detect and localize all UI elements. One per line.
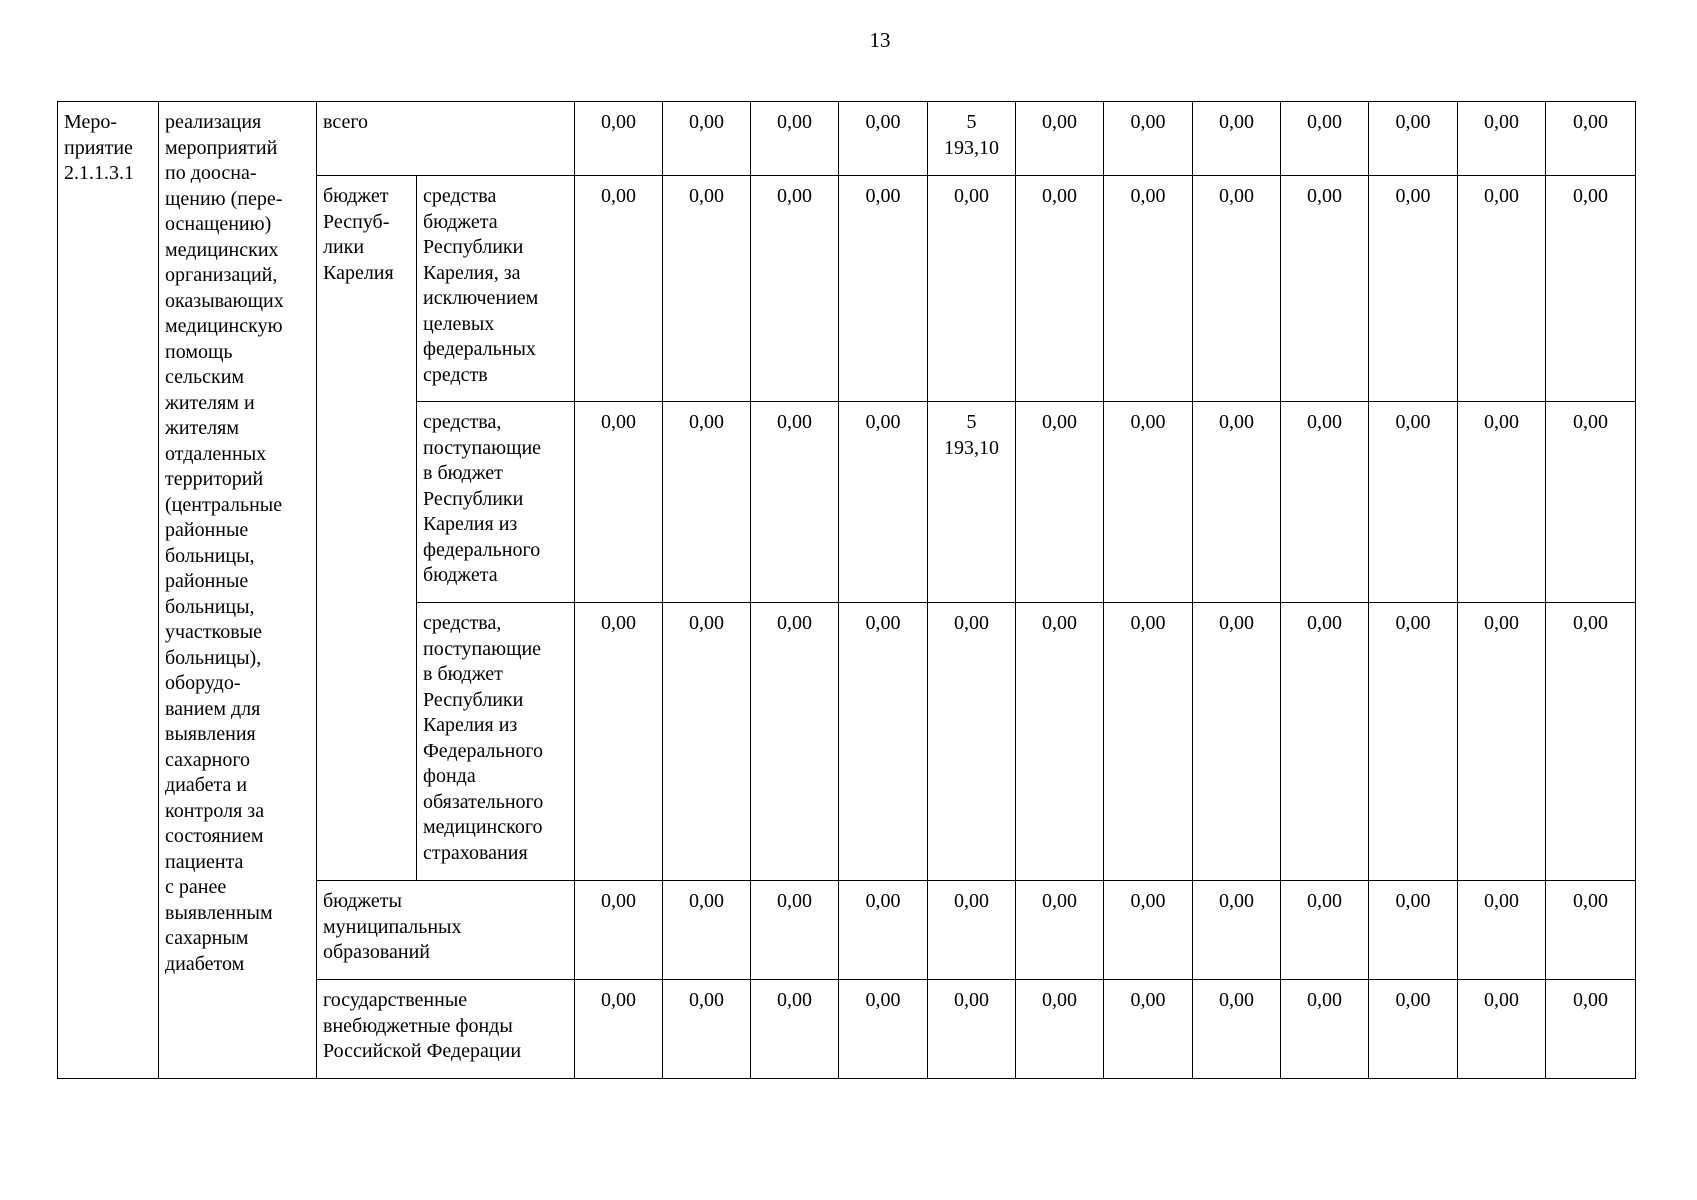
funding-table [57,101,1636,1079]
value-cell: 0,00 [839,402,928,603]
value-cell: 0,00 [575,980,663,1079]
value-cell: 5 193,10 [928,402,1016,603]
value-cell: 0,00 [663,603,751,881]
value-cell: 0,00 [1104,102,1193,176]
value-cell: 0,00 [839,176,928,402]
value-cell: 0,00 [1458,402,1546,603]
value-cell: 0,00 [1281,881,1369,980]
value-cell: 0,00 [1193,980,1281,1079]
value-cell: 0,00 [1193,176,1281,402]
measure-code: Меро- приятие 2.1.1.3.1 [58,102,159,1079]
value-cell: 0,00 [1369,176,1458,402]
value-cell: 0,00 [575,176,663,402]
value-cell: 0,00 [1104,980,1193,1079]
value-cell: 0,00 [663,102,751,176]
value-cell: 0,00 [663,176,751,402]
value-cell: 0,00 [663,402,751,603]
value-cell: 0,00 [1369,980,1458,1079]
value-cell: 0,00 [663,881,751,980]
value-cell: 0,00 [1546,402,1636,603]
value-cell: 0,00 [1546,176,1636,402]
value-cell: 0,00 [1546,980,1636,1079]
value-cell: 0,00 [575,102,663,176]
value-cell: 0,00 [575,881,663,980]
value-cell: 0,00 [575,603,663,881]
value-cell: 0,00 [1458,881,1546,980]
source-label: бюджеты муниципальных образований [317,881,575,980]
source-label: средства бюджета Республики Карелия, за исключением целевых федеральных средств [417,176,575,402]
source-label: средства, поступающие в бюджет Республики Карелия из федерального бюджета [417,402,575,603]
value-cell: 0,00 [928,603,1016,881]
value-cell: 0,00 [1016,881,1104,980]
value-cell: 0,00 [751,603,839,881]
value-cell: 0,00 [1016,603,1104,881]
value-cell: 5 193,10 [928,102,1016,176]
value-cell: 0,00 [1281,102,1369,176]
value-cell: 0,00 [839,603,928,881]
value-cell: 0,00 [663,980,751,1079]
table-row [58,102,1636,176]
value-cell: 0,00 [839,881,928,980]
value-cell: 0,00 [1104,176,1193,402]
value-cell: 0,00 [1458,980,1546,1079]
value-cell: 0,00 [751,176,839,402]
value-cell: 0,00 [1369,603,1458,881]
value-cell: 0,00 [1458,176,1546,402]
page-number: 13 [869,28,891,52]
value-cell: 0,00 [1193,102,1281,176]
value-cell: 0,00 [1193,881,1281,980]
source-label: государственные внебюджетные фонды Российской Федерации [317,980,575,1079]
source-label: всего [317,102,575,176]
value-cell: 0,00 [839,980,928,1079]
value-cell: 0,00 [1193,402,1281,603]
value-cell: 0,00 [1016,980,1104,1079]
value-cell: 0,00 [1193,603,1281,881]
value-cell: 0,00 [1369,881,1458,980]
value-cell: 0,00 [928,980,1016,1079]
value-cell: 0,00 [1104,402,1193,603]
regional-budget-label: бюджет Респуб- лики Карелия [317,176,417,881]
value-cell: 0,00 [928,176,1016,402]
value-cell: 0,00 [1104,603,1193,881]
value-cell: 0,00 [751,980,839,1079]
value-cell: 0,00 [1281,176,1369,402]
value-cell: 0,00 [928,881,1016,980]
value-cell: 0,00 [1016,102,1104,176]
value-cell: 0,00 [1281,980,1369,1079]
value-cell: 0,00 [839,102,928,176]
value-cell: 0,00 [1104,881,1193,980]
value-cell: 0,00 [575,402,663,603]
source-label: средства, поступающие в бюджет Республики Карелия из Федерального фонда обязательного медицинского страхования [417,603,575,881]
value-cell: 0,00 [1369,102,1458,176]
value-cell: 0,00 [1369,402,1458,603]
value-cell: 0,00 [751,402,839,603]
value-cell: 0,00 [1546,603,1636,881]
value-cell: 0,00 [1281,603,1369,881]
value-cell: 0,00 [751,881,839,980]
value-cell: 0,00 [1458,603,1546,881]
value-cell: 0,00 [1546,102,1636,176]
value-cell: 0,00 [1281,402,1369,603]
value-cell: 0,00 [1546,881,1636,980]
value-cell: 0,00 [1016,402,1104,603]
measure-description: реализация мероприятий по доосна- щению (пере- оснащению) медицинских организаций, оказывающих медицинскую помощь сельским жителям и жителям отдаленных территорий (центральные районные больницы, районные больницы, участковые больницы), оборудо- ванием для выявления сахарного диабета и контроля за состоянием пациента с ранее выявленным сахарным диабетом [159,102,317,1079]
value-cell: 0,00 [1458,102,1546,176]
value-cell: 0,00 [1016,176,1104,402]
value-cell: 0,00 [751,102,839,176]
